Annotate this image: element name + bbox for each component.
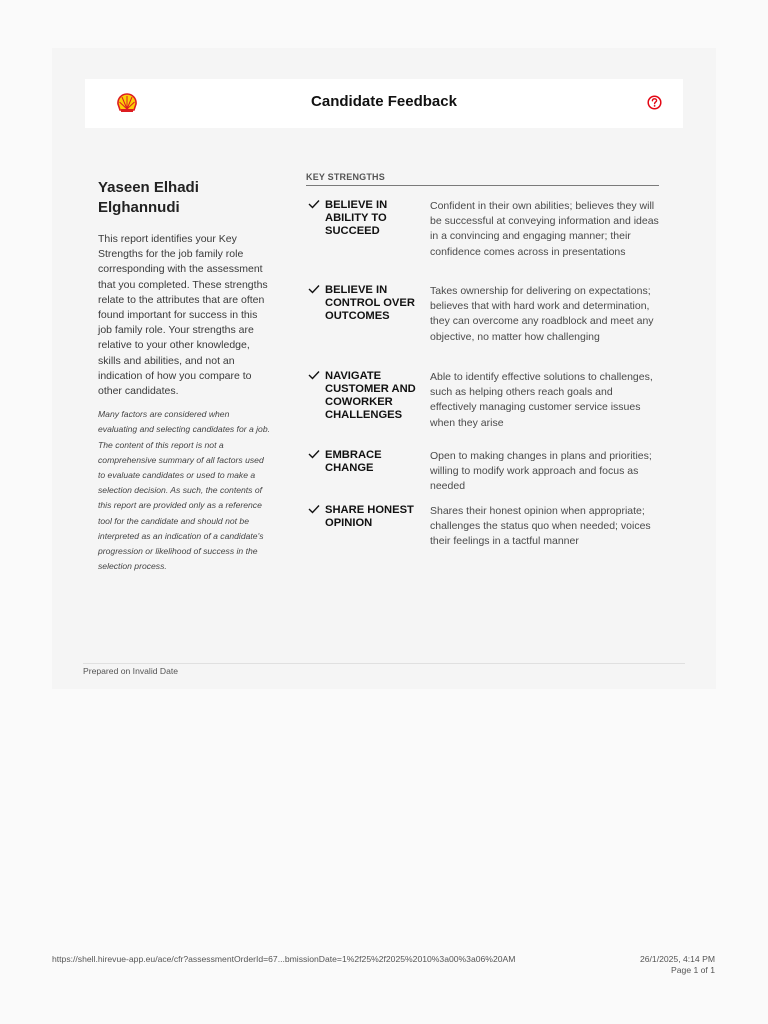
strength-title: SHARE HONEST OPINION	[325, 504, 414, 529]
strength-title: EMBRACE CHANGE	[325, 449, 382, 474]
print-date: 26/1/2025, 4:14 PM	[639, 954, 715, 964]
prepared-date: Prepared on Invalid Date	[83, 666, 179, 676]
strength-description: Takes ownership for delivering on expectations; believes that with hard work and determination, they can overcome any roadblock and meet any objective, no matter how challenging	[430, 285, 654, 343]
key-strengths-section	[306, 172, 659, 564]
strength-item	[306, 199, 659, 284]
strength-item	[306, 504, 659, 564]
report-sheet	[52, 48, 716, 689]
strength-item	[306, 370, 659, 449]
report-disclaimer: Many factors are considered when evaluating and selecting candidates for a job. The content of this report is not a comprehensive summary of all factors used to evaluate candidates or used to make a selection decision. As such, the contents of this report are provided only as a reference tool for the candidate and should not be interpreted as an indication of a candidate's progression or likelihood of success in the selection process.	[98, 409, 270, 572]
candidate-panel	[98, 178, 270, 574]
checkmark-icon	[308, 370, 320, 380]
strength-description: Open to making changes in plans and priorities; willing to modify work approach and focus as needed	[430, 450, 652, 493]
strength-description: Shares their honest opinion when appropriate; challenges the status quo when needed; voices their feelings in a tactful manner	[430, 505, 651, 548]
page-title: Candidate Feedback	[311, 93, 457, 110]
report-intro: This report identifies your Key Strengths for the job family role corresponding with the assessment that you completed. These strengths relate to the attributes that are often found important for success in this job family role. Your strengths are relative to your other knowledge, skills and abilities, and not an indication of how you compare to other candidates.	[98, 233, 268, 398]
print-url: https://shell.hirevue-app.eu/ace/cfr?assessmentOrderId=67...bmissionDate=1%2f25%2f2025%2010%3a00%3a06%20AM	[52, 954, 516, 964]
strength-title: BELIEVE IN ABILITY TO SUCCEED	[325, 199, 388, 237]
strength-description: Able to identify effective solutions to challenges, such as helping others reach goals and effectively managing customer service issues when they arise	[430, 371, 653, 429]
candidate-name: Yaseen Elhadi Elghannudi	[98, 179, 199, 216]
checkmark-icon	[308, 449, 320, 459]
question-circle-icon[interactable]	[647, 95, 662, 110]
checkmark-icon	[308, 284, 320, 294]
strength-item	[306, 284, 659, 370]
checkmark-icon	[308, 199, 320, 209]
strength-item	[306, 449, 659, 504]
checkmark-icon	[308, 504, 320, 514]
page-number: Page 1 of 1	[671, 965, 715, 975]
key-strengths-heading: KEY STRENGTHS	[306, 172, 659, 186]
strength-description: Confident in their own abilities; believes they will be successful at conveying information and ideas in a convincing and engaging manner; their confidence comes across in presentations	[430, 200, 659, 258]
strength-title: NAVIGATE CUSTOMER AND COWORKER CHALLENGES	[325, 370, 416, 421]
footer-divider	[83, 663, 685, 664]
print-meta	[640, 954, 715, 976]
report-header	[85, 79, 683, 128]
strength-title: BELIEVE IN CONTROL OVER OUTCOMES	[325, 284, 415, 322]
